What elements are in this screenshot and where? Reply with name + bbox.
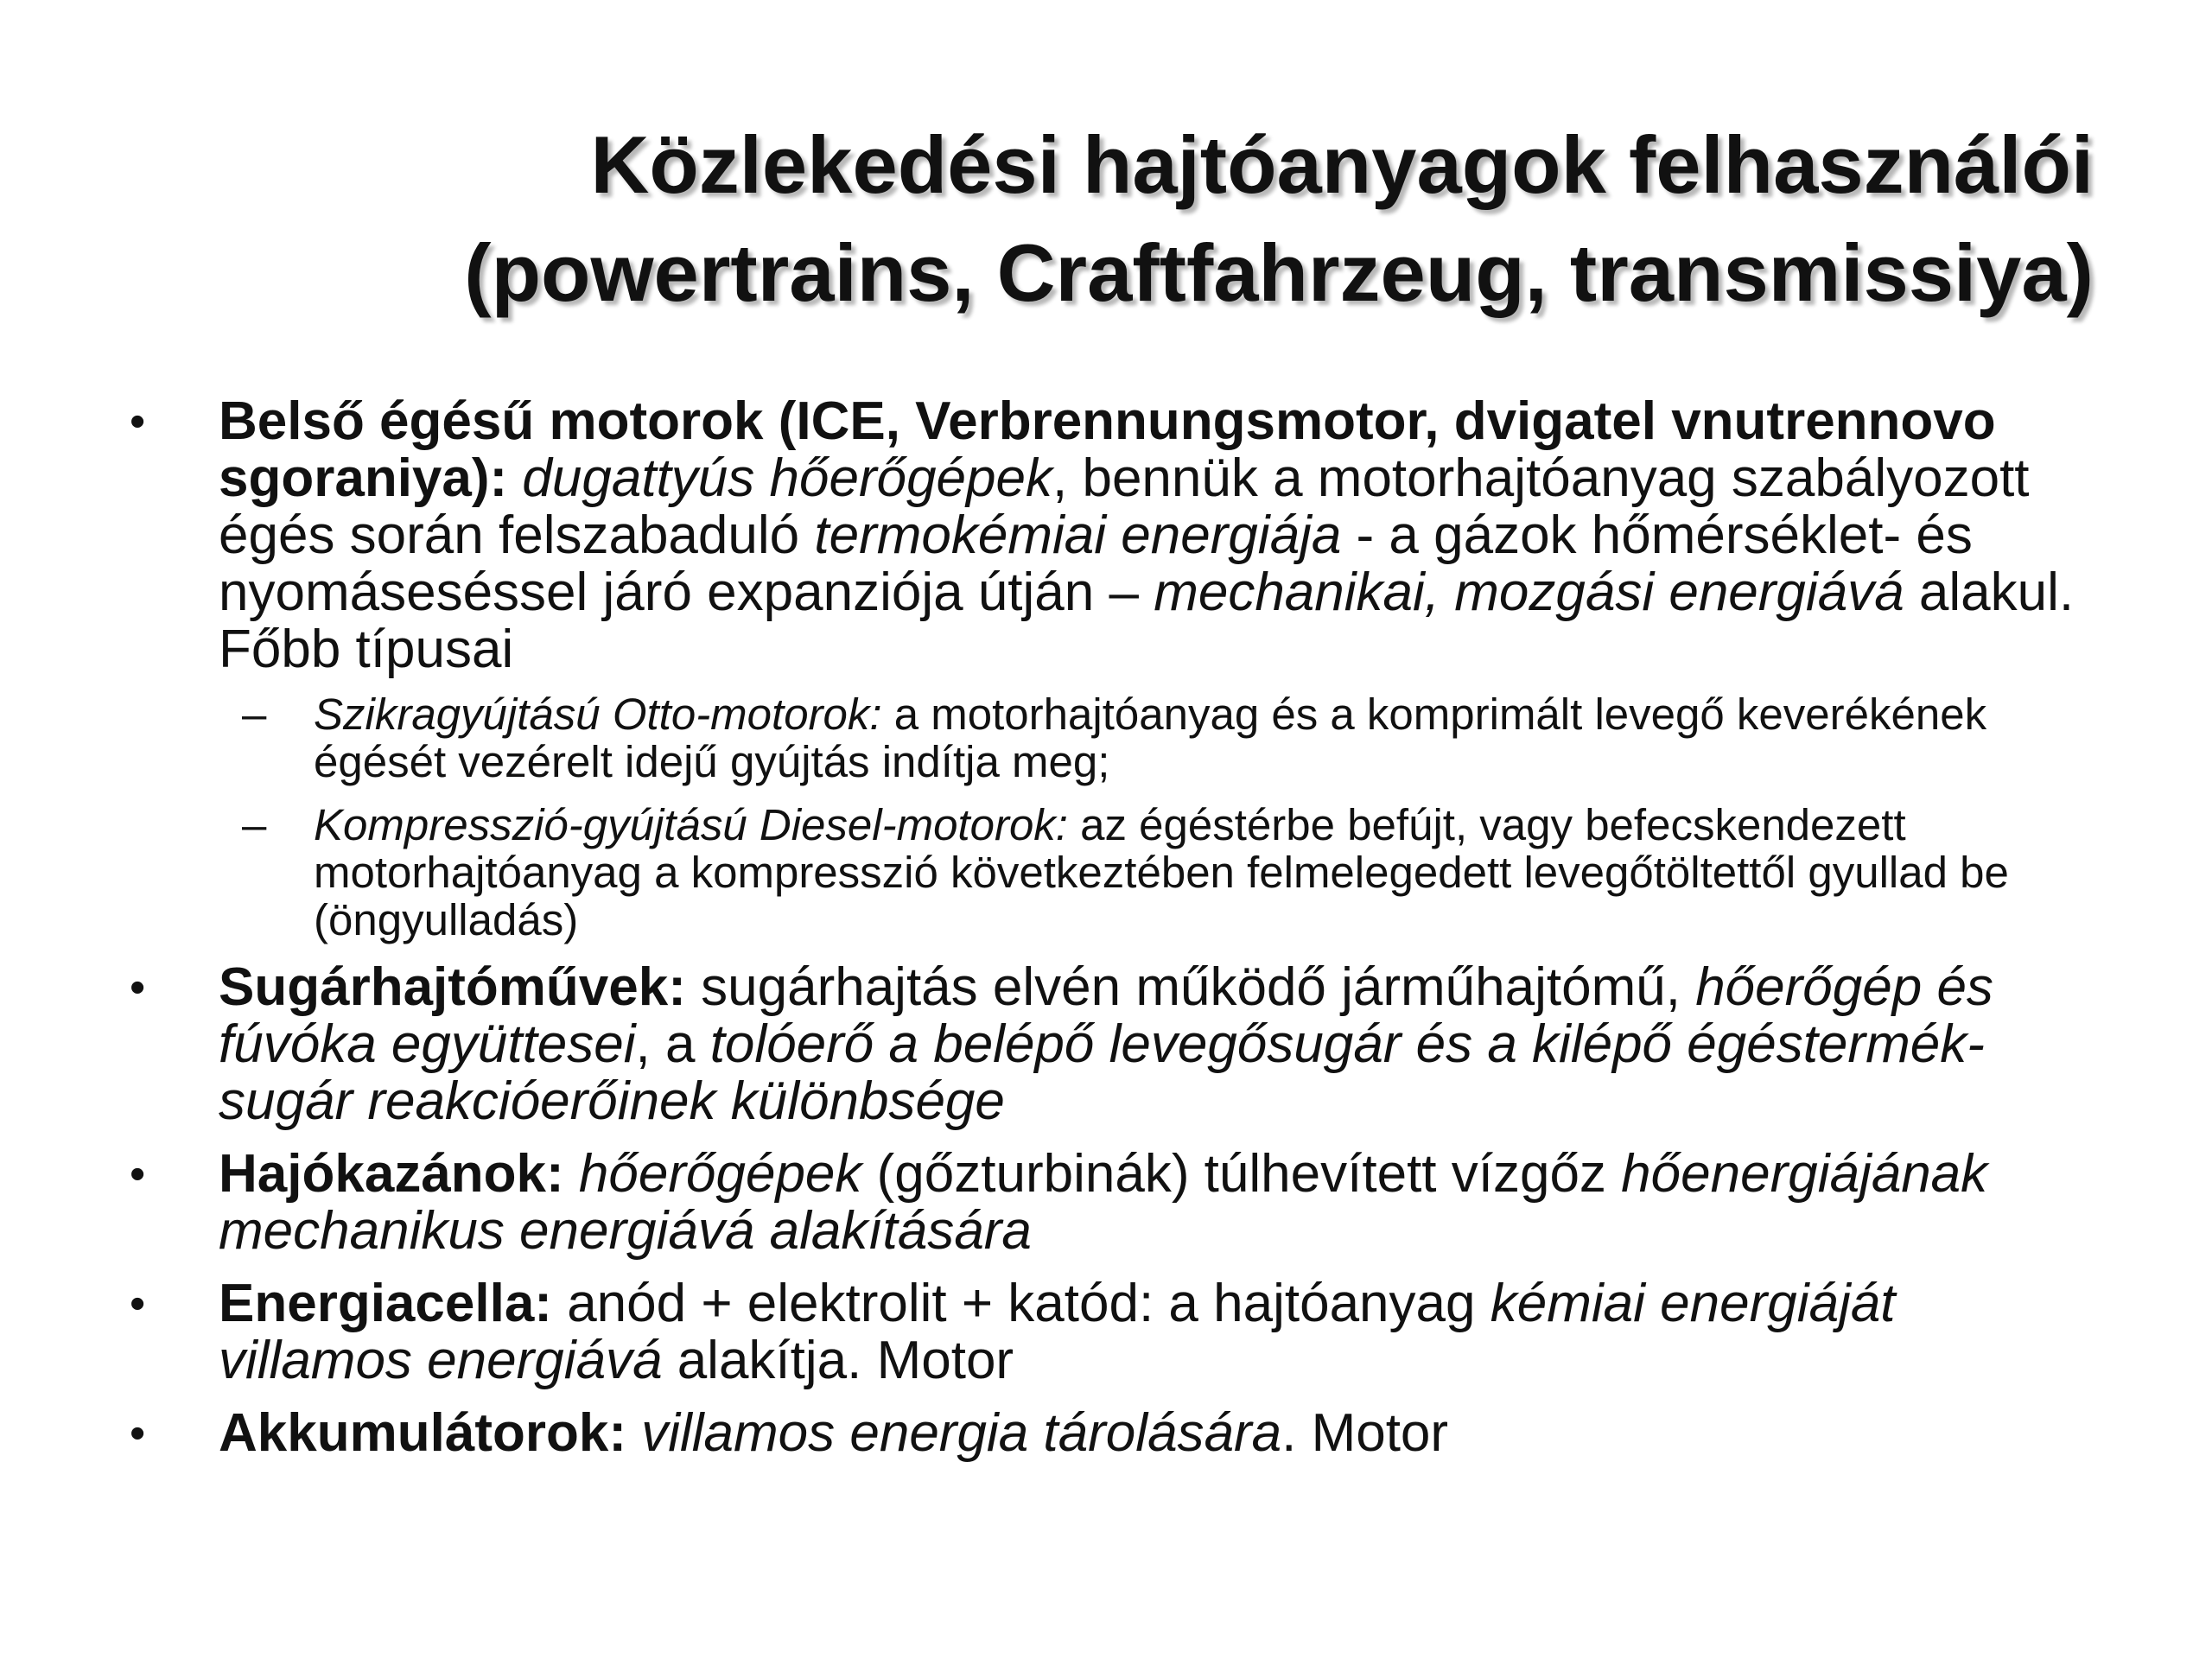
- sub-item-diesel: [130, 801, 2100, 944]
- item-text: - a gázok hőmérséklet- és nyomáseséssel járó expanziója útján –: [219, 505, 1973, 622]
- item-heading: Belső égésű motorok (ICE, Verbrennungsmotor, dvigatel vnutrennovo sgoraniya):: [219, 391, 1996, 508]
- item-text: (gőzturbinák) túlhevített vízgőz: [861, 1144, 1622, 1204]
- sub-item-italic: Szikragyújtású Otto-motorok:: [314, 690, 882, 739]
- sub-list: [219, 690, 2100, 944]
- item-text: , a: [635, 1014, 710, 1074]
- dash-icon: –: [242, 800, 267, 849]
- slide-title: [193, 111, 2094, 327]
- item-text: alakítja. Motor: [662, 1331, 1014, 1390]
- item-italic: hőerőgép és fúvóka együttesei: [219, 957, 1993, 1074]
- bullet-icon: •: [130, 1408, 146, 1459]
- item-text: [626, 1403, 641, 1463]
- item-italic: kémiai energiáját villamos energiává: [219, 1274, 1896, 1390]
- list-item-fuel-cell: [130, 1275, 2100, 1389]
- item-italic: hőerőgépek: [578, 1144, 862, 1204]
- item-heading: Akkumulátorok:: [219, 1403, 626, 1463]
- sub-item-italic: Kompresszió-gyújtású Diesel-motorok:: [314, 800, 1068, 849]
- bullet-icon: •: [130, 963, 146, 1013]
- list-item-battery: [130, 1405, 2100, 1462]
- bullet-icon: •: [130, 397, 146, 447]
- item-text: sugárhajtás elvén működő járműhajtómű,: [685, 957, 1696, 1017]
- list-item-boiler: [130, 1146, 2100, 1260]
- bullet-icon: •: [130, 1279, 146, 1329]
- dash-icon: –: [242, 690, 267, 739]
- sub-item-otto: [130, 690, 2100, 785]
- item-text: . Motor: [1281, 1403, 1449, 1463]
- title-line-1: Közlekedési hajtóanyagok felhasználói: [590, 119, 2094, 210]
- item-heading: Energiacella:: [219, 1274, 552, 1333]
- item-text: [564, 1144, 579, 1204]
- list-item-ice: [130, 393, 2100, 944]
- title-line-2: (powertrains, Craftfahrzeug, transmissiya): [464, 227, 2094, 318]
- item-italic: dugattyús hőerőgépek: [522, 448, 1053, 508]
- bullet-icon: •: [130, 1149, 146, 1199]
- item-italic: villamos energia tárolására: [641, 1403, 1282, 1463]
- item-text: alakul. Főbb típusai: [219, 563, 2075, 679]
- item-text: anód + elektrolit + katód: a hajtóanyag: [551, 1274, 1491, 1333]
- item-text: , bennük a motorhajtóanyag szabályozott égés során felszabaduló: [219, 448, 2030, 565]
- bullet-list: [130, 393, 2100, 1478]
- list-item-jet: [130, 959, 2100, 1130]
- item-italic: tolóerő a belépő levegősugár és a kilépő égéstermék-sugár reakcióerőinek különbsége: [219, 1014, 1985, 1131]
- item-italic: termokémiai energiája: [814, 505, 1342, 565]
- sub-item-text: az égéstérbe befújt, vagy befecskendezett motorhajtóanyag a kompresszió következtében felmelegedett levegőtöltettől gyullad be (öngyulladás): [314, 800, 2009, 944]
- item-italic: hőenergiájának mechanikus energiává alakítására: [219, 1144, 1988, 1261]
- item-italic: mechanikai, mozgási energiává: [1154, 563, 1904, 622]
- item-heading: Hajókazánok:: [219, 1144, 564, 1204]
- sub-item-text: a motorhajtóanyag és a komprimált levegő keverékének égését vezérelt idejű gyújtás indítja meg;: [314, 690, 1987, 786]
- item-heading: Sugárhajtóművek:: [219, 957, 686, 1017]
